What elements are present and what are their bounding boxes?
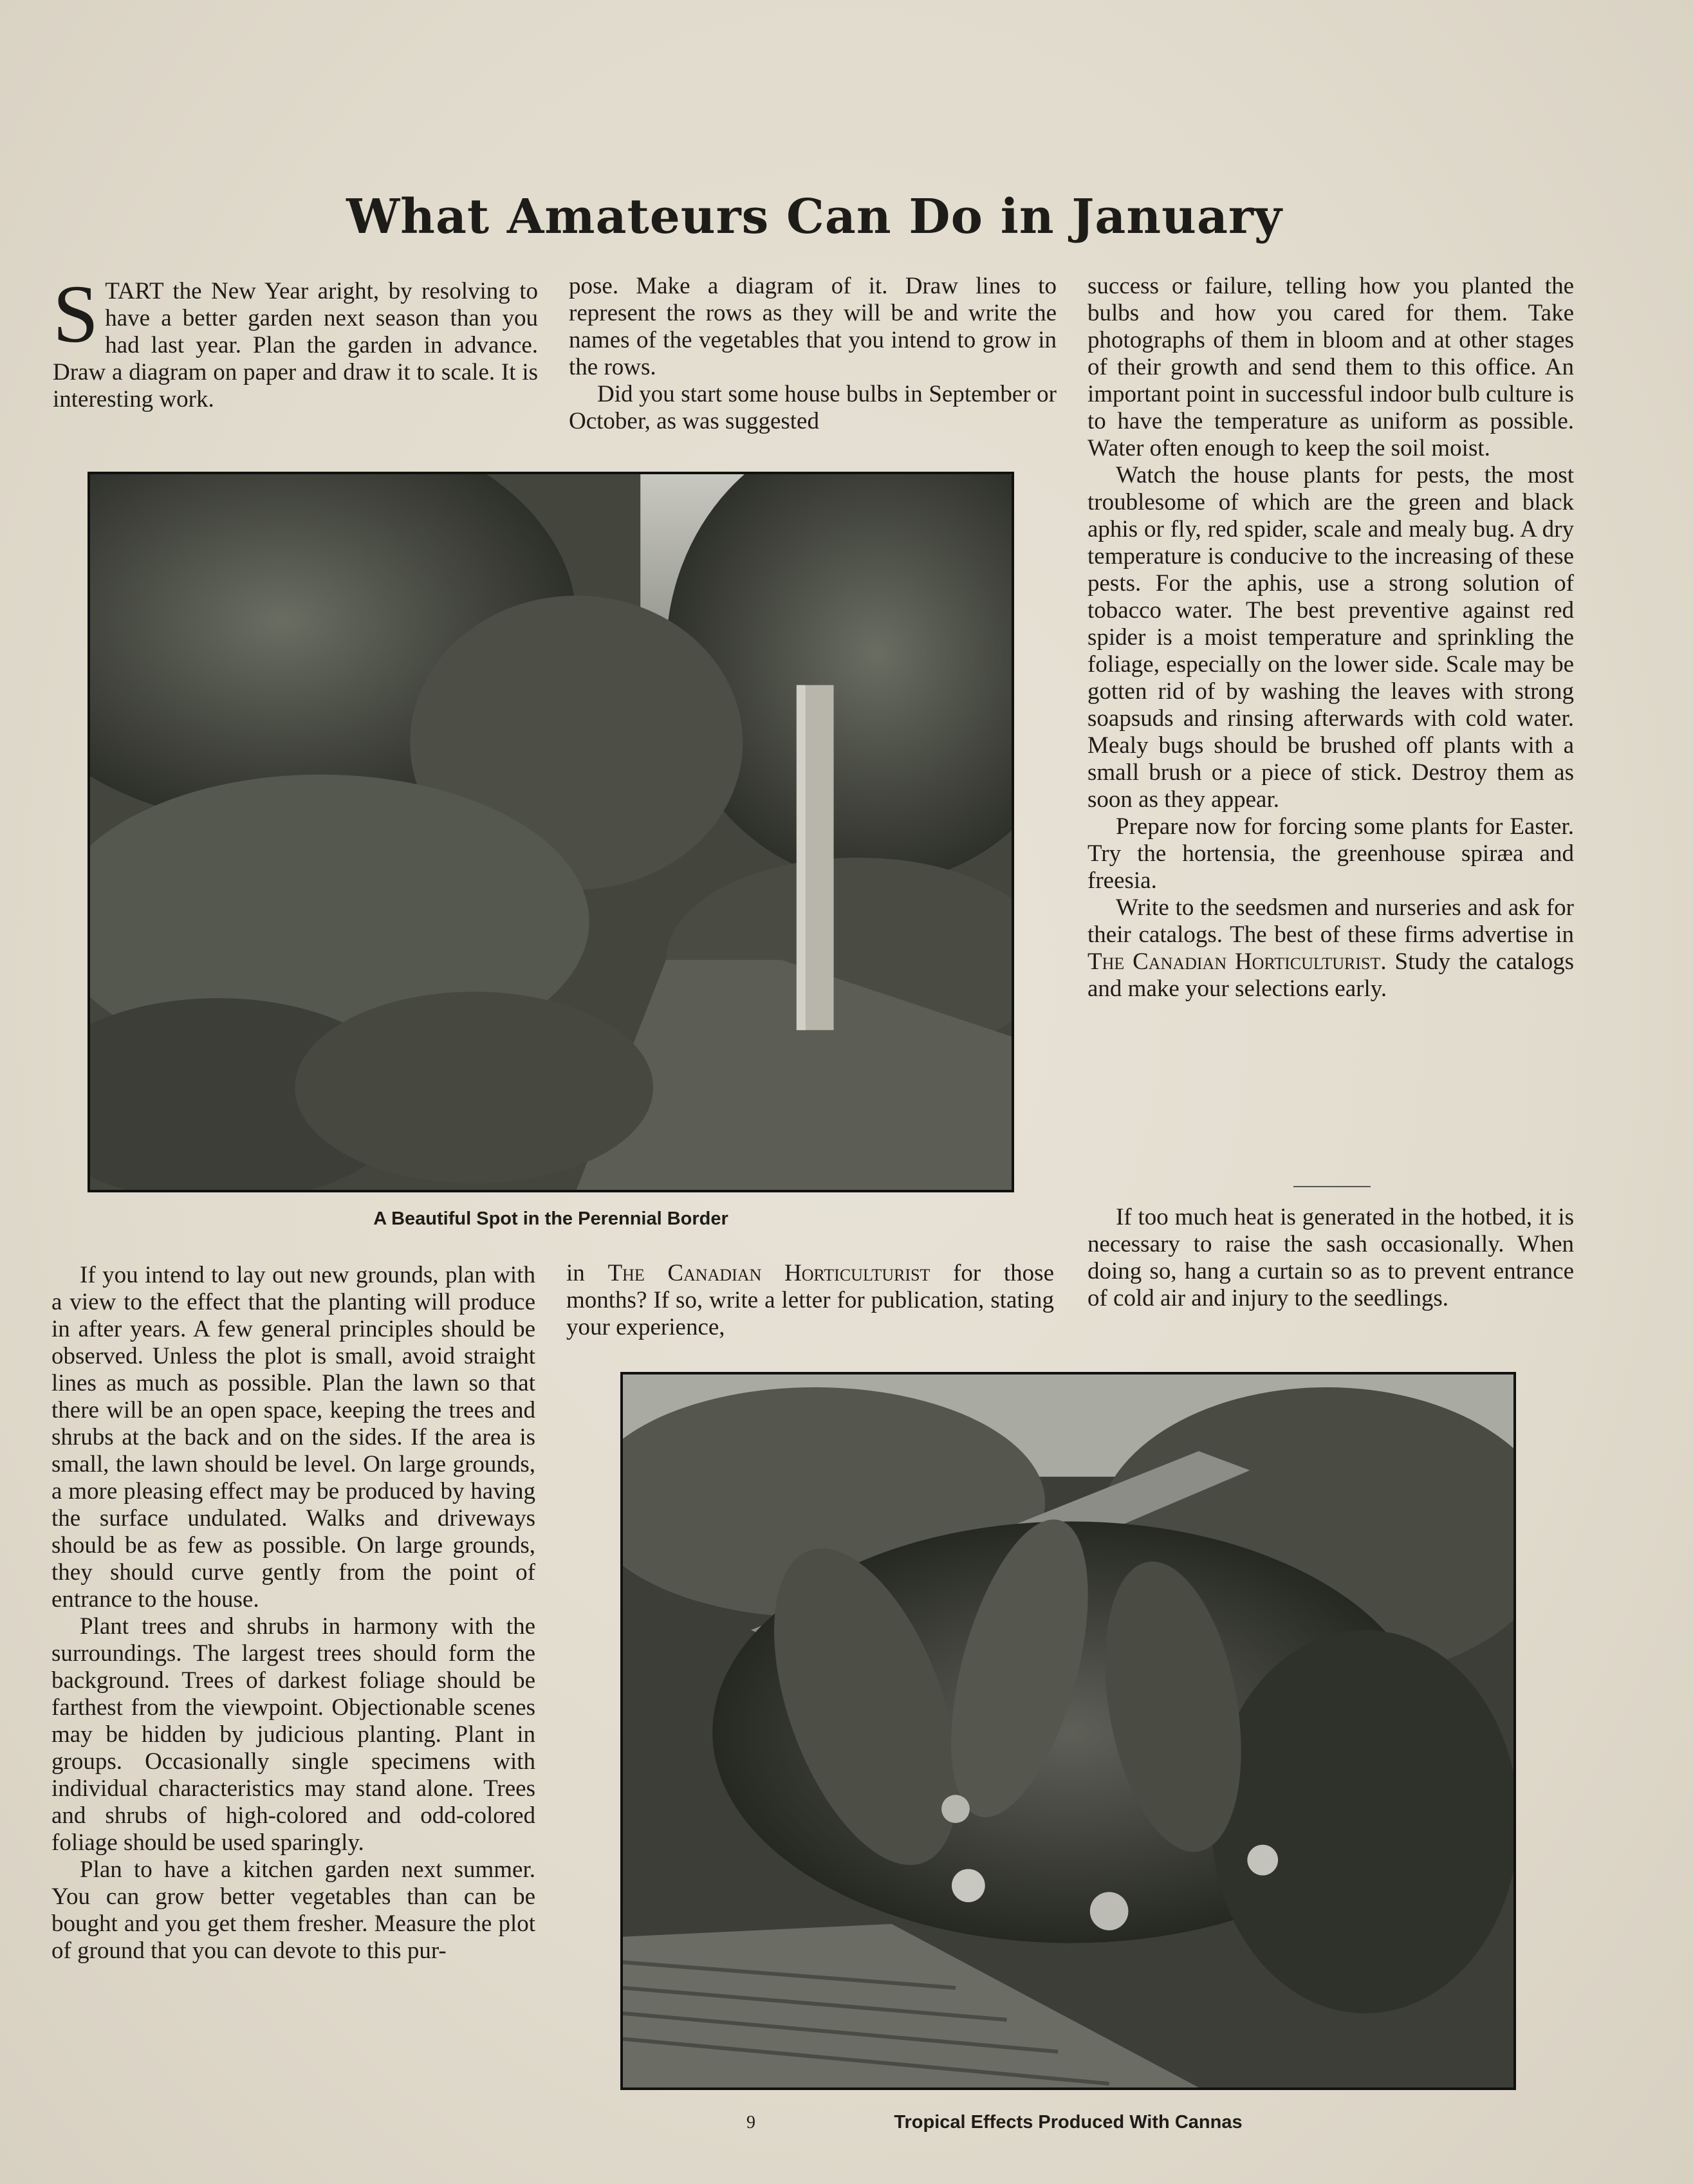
paragraph: in The Canadian Horticulturist for those months? If so, write a letter for publication, stating your experience, bbox=[566, 1260, 1054, 1340]
photo-caption: Tropical Effects Produced With Cannas bbox=[894, 2112, 1243, 2133]
paragraph: If you intend to lay out new grounds, plan with a view to the effect that the planting will produce in after years. A few general principles should be observed. Unless the plot is small, avoid straight lines as much as possible. Plan the lawn so that there will be an open space, keeping the trees and shrubs at the back and on the sides. If the area is small, the lawn should be level. On large grounds, a more pleasing effect may be produced by having the surface undulated. Walks and driveways should be as few as possible. On large grounds, they should curve gently from the point of entrance to the house. bbox=[51, 1262, 535, 1613]
paragraph: If too much heat is generated in the hotbed, it is necessary to raise the sash occasionally. When doing so, hang a curtain so as to prevent entrance of cold air and injury to the seedlings. bbox=[1087, 1204, 1574, 1311]
page-number: 9 bbox=[746, 2113, 755, 2133]
paragraph: Plan to have a kitchen garden next summer. You can grow better vegetables than can be bought and you get them fresher. Measure the plot of ground that you can devote to this pur- bbox=[51, 1856, 535, 1964]
column-2-top bbox=[569, 273, 1057, 435]
paragraph: Watch the house plants for pests, the most troublesome of which are the green and black aphis or fly, red spider, scale and mealy bug. A dry temperature is conducive to the increasing of these pests. For the aphis, use a strong solution of tobacco water. The best preventive against red spider is a moist temperature and sprinkling the foliage, especially on the lower side. Scale may be gotten rid of by washing the leaves with strong soapsuds and rinsing afterwards with cold water. Mealy bugs should be brushed off plants with a small brush or a piece of stick. Destroy them as soon as they appear. bbox=[1087, 462, 1574, 813]
photo-caption: A Beautiful Spot in the Perennial Border bbox=[373, 1208, 728, 1229]
page-title: What Amateurs Can Do in January bbox=[346, 189, 1282, 245]
paragraph: Write to the seedsmen and nurseries and ask for their catalogs. The best of these firms advertise in The Canadian Horticulturist. Study the catalogs and make your selections early. bbox=[1087, 894, 1575, 1002]
section-divider bbox=[1293, 1186, 1371, 1187]
photo-cannas bbox=[620, 1372, 1516, 2090]
opening-paragraph: START the New Year aright, by resolving to have a better garden next season than you had last year. Plan the garden in advance. Draw a diagram on paper and draw it to scale. It is interesting work. bbox=[53, 268, 538, 412]
magazine-name: The Canadian Horticulturist bbox=[607, 1260, 930, 1286]
paragraph: pose. Make a diagram of it. Draw lines to represent the rows as they will be and write the names of the vegetables that you intend to grow in the rows. bbox=[569, 273, 1057, 380]
column-3 bbox=[1087, 273, 1574, 1003]
column-2-bottom bbox=[566, 1260, 1054, 1341]
column-3-bottom bbox=[1087, 1204, 1574, 1312]
drop-cap: S bbox=[53, 268, 99, 360]
photo-perennial-border bbox=[88, 472, 1014, 1192]
cannas-illustration bbox=[623, 1374, 1513, 2087]
paragraph: success or failure, telling how you planted the bulbs and how you cared for them. Take photographs of them in bloom and at other stages of their growth and send them to this office. An important point in successful indoor bulb culture is to have the temperature as uniform as possible. Water often enough to keep the soil moist. bbox=[1087, 273, 1574, 461]
paragraph: Prepare now for forcing some plants for Easter. Try the hortensia, the greenhouse spiræa and freesia. bbox=[1087, 813, 1574, 894]
column-1-top bbox=[53, 268, 538, 413]
magazine-name: The Canadian Horticulturist. bbox=[1087, 949, 1387, 975]
garden-illustration bbox=[90, 474, 1012, 1190]
column-1-bottom bbox=[51, 1262, 535, 1965]
paragraph: Plant trees and shrubs in harmony with the surroundings. The largest trees should form the background. Trees of darkest foliage should be farthest from the viewpoint. Objectionable scenes may be hidden by judicious planting. Plant in groups. Occasionally single specimens with individual characteristics may stand alone. Trees and shrubs of high-colored and odd-colored foliage should be used sparingly. bbox=[51, 1613, 535, 1856]
paragraph: Did you start some house bulbs in September or October, as was suggested bbox=[569, 381, 1057, 434]
